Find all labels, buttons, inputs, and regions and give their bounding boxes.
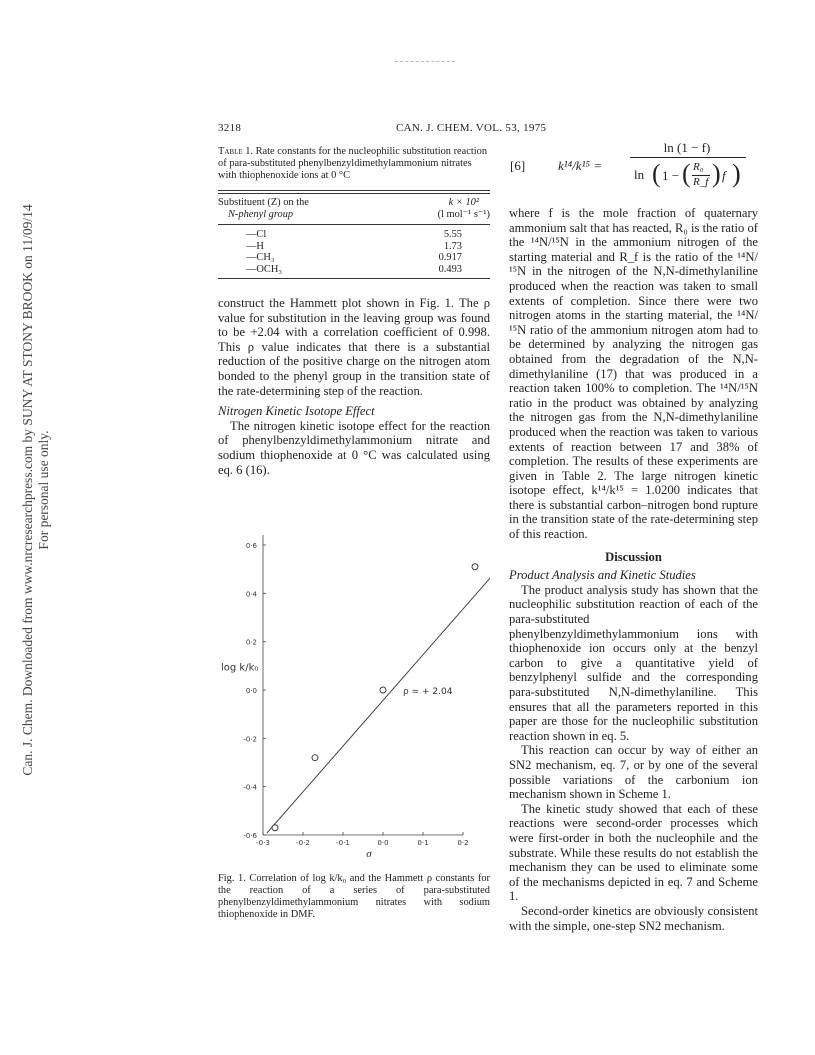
x-tick-label: 0·0	[377, 839, 389, 847]
substituent-cell: —OCH₃	[246, 263, 282, 275]
equation-number: [6]	[510, 158, 526, 173]
substituent-cell: —H	[246, 240, 264, 252]
y-tick-label: 0·0	[245, 687, 257, 695]
paragraph: The product analysis study has shown that the nucleophilic substitution reaction of each of the para-substituted phenylbenzyldimethylammonium ions with thiophenoxide ion occurs only at the benzyl carbon to give a quantitative yield of benzylphenyl sulfide and the corresponding para-substituted N,N-dimethylaniline. This ensures that all the parameters reported in this paper are those for the nucleophilic substitution reaction shown in eq. 5.	[509, 582, 758, 743]
substituent-cell: —CH₃	[246, 252, 275, 263]
paragraph: The kinetic study showed that each of these reactions were second-order processes which were first-order in both the nucleophile and the substrate. While these results do not establish the mechanism they can be used to eliminate some of the mechanisms depicted in eq. 7 and Scheme 1.	[509, 801, 758, 904]
scan-mark	[395, 61, 455, 62]
table-caption	[218, 146, 490, 182]
rate-cell: 0.917	[438, 252, 462, 263]
table-header	[218, 194, 490, 221]
right-column	[509, 206, 758, 933]
x-tick-label: -0·1	[336, 839, 350, 847]
rate-cell: 5.55	[443, 229, 462, 240]
rho-annotation: ρ = + 2.04	[403, 687, 453, 697]
rate-cell: 1.73	[443, 240, 462, 252]
table-row	[218, 264, 490, 276]
equation-6: [6] k¹⁴/k¹⁵ = ln (1 − f) ln ( 1 − ( R₀ R_f ) f )	[510, 140, 758, 198]
table-row	[218, 229, 490, 241]
page-number: 3218	[218, 122, 242, 134]
y-tick-label: 0·2	[245, 638, 257, 647]
x-axis-label: σ	[366, 848, 372, 860]
x-tick-label: -0·3	[256, 839, 270, 847]
x-tick-label: 0·1	[417, 839, 429, 847]
journal-title: CAN. J. CHEM. VOL. 53, 1975	[396, 122, 547, 134]
table-caption-text: Rate constants for the nucleophilic substitution reaction of para-substituted phenylbenzyldimethylammonium nitrates with thiophenoxide ions at 0 °C	[218, 146, 488, 181]
equation-lhs: k¹⁴/k¹⁵ =	[558, 158, 603, 173]
substituent-cell: —Cl	[246, 229, 267, 240]
equation-ln: ln	[634, 167, 645, 182]
col2-header: k × 10²	[448, 197, 479, 208]
y-tick-label: -0·4	[243, 783, 257, 792]
download-sidebar	[2, 180, 51, 800]
paragraph: The nitrogen kinetic isotope effect for the reaction of phenylbenzyldimethylammonium nitrate and sodium thiophenoxide at 0 °C was calculated using eq. 6 (16).	[218, 418, 490, 477]
subsection-heading: Nitrogen Kinetic Isotope Effect	[218, 404, 375, 419]
y-tick-label: 0·6	[245, 542, 257, 550]
paragraph: where f is the mole fraction of quaternary ammonium salt that has reacted, R₀ is the ratio of the ¹⁴N/¹⁵N in the ammonium nitrogen of the starting material and R_f is the ratio of the ¹⁴N/¹⁵N in the nitrogen of the N,N-dimethylaniline produced when the reaction was taken to small extents of completion. Since there were two nitrogen atoms in the starting material, the ¹⁴N/¹⁵N ratio of the ammonium nitrogen atom had to be determined by analyzing the nitrogen gas obtained from the degradation of the N,N-dimethylaniline (17) that was produced in a reaction taken 100% to completion. The ¹⁴N/¹⁵N ratio in the product was obtained by analyzing the nitrogen gas from the N,N-dimethylaniline produced when the reaction was taken to various extents of reaction between 17 and 38% of completion. The results of these experiments are given in Table 2. The large nitrogen kinetic isotope effect, k¹⁴/k¹⁵ = 1.0200 indicates that there is substantial carbon–nitrogen bond rupture in the transition state of the rate-determining step of this reaction.	[509, 206, 758, 542]
x-tick-label: 0·2	[457, 839, 469, 847]
equation-rf: R_f	[693, 176, 709, 188]
subsection-heading: Product Analysis and Kinetic Studies	[509, 568, 696, 583]
equation-f: f	[722, 168, 726, 183]
rate-cell: 0.493	[438, 263, 462, 275]
download-line: Can. J. Chem. Downloaded from www.nrcresearchpress.com by SUNY AT STONY BROOK on 11/09/14	[20, 204, 35, 776]
table-label: Table 1.	[218, 146, 254, 157]
rate-table	[218, 190, 490, 279]
paragraph: This reaction can occur by way of either an SN2 mechanism, eq. 7, or by one of the several possible variations of the carbonium ion mechanism shown in Scheme 1.	[509, 743, 758, 802]
section-heading: Discussion	[605, 549, 662, 564]
hammett-figure	[218, 525, 490, 865]
hammett-plot	[218, 525, 490, 865]
figure-caption: Fig. 1. Correlation of log k/k₀ and the Hammett ρ constants for the reaction of a series of para-substituted phenylbenzyldimethylammonium nitrates with sodium thiophenoxide in DMF.	[218, 873, 490, 920]
equation-r0: R₀	[693, 161, 704, 173]
y-tick-label: 0·4	[245, 590, 257, 599]
col2-header-sub: (l mol⁻¹ s⁻¹)	[437, 209, 490, 220]
equation-numerator: ln (1 − f)	[663, 140, 711, 155]
data-point	[272, 825, 278, 831]
download-notice	[20, 180, 52, 800]
table-row	[218, 252, 490, 264]
left-column	[218, 296, 490, 477]
col1-header: Substituent (Z) on the	[218, 197, 309, 208]
data-point	[312, 755, 318, 761]
data-point	[472, 564, 478, 570]
col1-header-sub: N-phenyl group	[228, 209, 294, 220]
y-tick-label: -0·6	[243, 832, 257, 840]
y-axis-label: log k/k₀	[221, 662, 259, 674]
fit-line	[267, 577, 490, 833]
x-tick-label: -0·2	[296, 839, 310, 847]
y-tick-label: -0·2	[243, 735, 257, 744]
table-row	[218, 241, 490, 253]
personal-use-line: For personal use only.	[36, 430, 51, 550]
paragraph: construct the Hammett plot shown in Fig. 1. The ρ value for substitution in the leaving group was found to be +2.04 with a correlation coefficient of 0.998. This ρ value indicates that there is a substantial reduction of the positive charge on the nitrogen atom bonded to the phenyl group in the transition state of the rate-determining step of the reaction.	[218, 296, 490, 398]
data-point	[380, 687, 386, 693]
paragraph: Second-order kinetics are obviously consistent with the simple, one-step SN2 mechanism.	[509, 903, 758, 933]
